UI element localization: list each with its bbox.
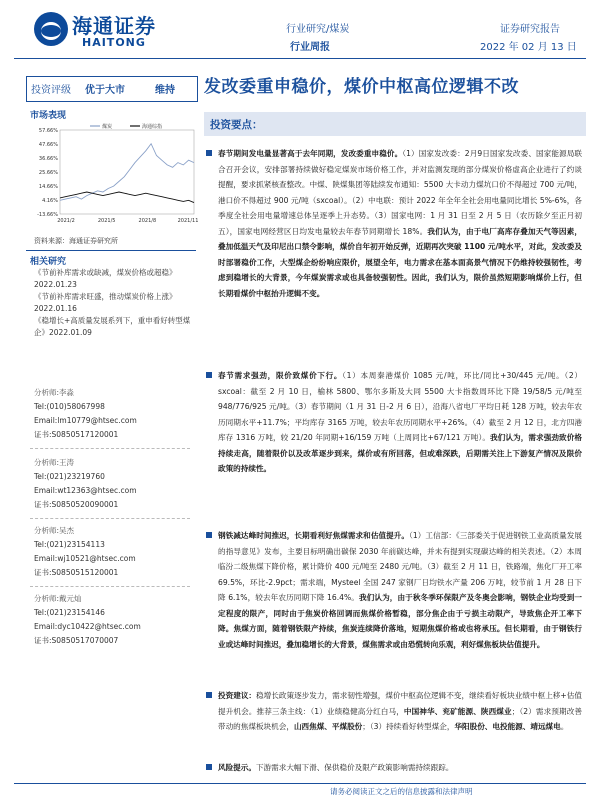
footer-disclaimer: 请务必阅读正文之后的信息披露和法律声明: [330, 787, 473, 796]
analyst-divider: [30, 448, 190, 449]
y-tick-label: 57.66%: [38, 128, 58, 134]
key-point-2-conclusion: 我们认为，需求强劲致价格持续走高，随着限价以及改革逐步到来，煤价或有所回落，但或难深跌，后期需关注上下游复产情况及限价政策的持续性。: [218, 433, 583, 473]
key-point-2-body: （1）本周秦港煤价 1085 元/吨，环比/同比+30/445 元/吨。（2）sxcoal：截至 2 月 10 日，榆林 5800、鄂尔多斯及大同 5500 大卡指数周环比下降 19/58/5 元/吨至 948/776/925 元/吨。（3）春节期间（1 月 31 日-2 月 6 日），沿海八省电厂平均日耗 128 万吨，较去年农历同期水平+11.7%；平均库存 3165 万吨，较去年农历同期水平+26%。（4）截至 2 月 12 日，北方四港库存 1316 万吨，较 21/20 年同期+16/159 万吨（上周同比+67/121 万吨）。: [218, 371, 582, 442]
key-point-3-lead: 钢铁减达峰时间推迟，长期看利好焦煤需求和估值提升。: [218, 531, 410, 540]
risk-label: 风险提示。: [218, 763, 256, 772]
related-item[interactable]: 《节前补库需求或缺减，煤炭价格或超稳》2022.01.23: [34, 268, 177, 289]
footer-divider: [14, 783, 586, 784]
y-tick-label: 4.16%: [42, 198, 58, 204]
related-item[interactable]: 《节前补库需求旺盛，推动煤炭价格上涨》2022.01.16: [34, 292, 177, 313]
report-header: [0, 0, 600, 62]
report-date: 2022 年 02 月 13 日: [480, 42, 577, 53]
analyst-cert: 证书:S0850517120001: [34, 430, 119, 439]
y-tick-label: 36.66%: [38, 156, 58, 162]
analyst-tel: Tel:(010)58067998: [34, 402, 105, 411]
key-point-4-picks-3: 华阳股份、电投能源、靖远煤电: [454, 722, 561, 731]
rating-value: 优于大市: [85, 85, 125, 96]
key-point-1: [206, 146, 582, 301]
x-tick-label: 2021/2: [57, 218, 75, 224]
key-point-2: [206, 368, 582, 477]
logo-en: HAITONG: [82, 36, 146, 49]
bullet-icon: [206, 150, 212, 156]
analyst-block: [34, 386, 137, 442]
bullet-icon: [206, 764, 212, 770]
y-tick-label: -13.66%: [37, 212, 58, 218]
y-tick-label: 25.66%: [38, 170, 58, 176]
analyst-email[interactable]: Email:wt12363@htsec.com: [34, 486, 137, 495]
key-point-4-lead: 投资建议：: [218, 691, 257, 700]
legend-label: 煤炭: [102, 124, 113, 130]
bullet-icon: [206, 372, 212, 378]
analyst-divider: [30, 518, 190, 519]
analyst-block: [34, 592, 141, 648]
bullet-icon: [206, 692, 212, 698]
logo-mark-icon: [34, 12, 68, 46]
legend-label: 海通综指: [142, 124, 163, 130]
company-logo: [34, 10, 156, 54]
related-item[interactable]: 《稳增长+高质量发展系列下，重申看好转型煤企》2022.01.09: [34, 316, 191, 337]
key-points-label: 投资要点：: [210, 119, 263, 131]
analyst-block: [34, 456, 137, 512]
key-point-4-body-4: 。: [560, 722, 569, 731]
series-line-1: [60, 192, 194, 203]
chart-source: 资料来源：海通证券研究所: [34, 237, 118, 245]
analyst-email[interactable]: Email:lm10779@htsec.com: [34, 416, 137, 425]
x-tick-label: 2021/8: [138, 218, 157, 224]
y-tick-label: 14.66%: [38, 184, 58, 190]
report-category: 行业研究/煤炭: [286, 24, 350, 35]
market-chart: [30, 122, 198, 230]
analyst-tel: Tel:(021)23154113: [34, 540, 105, 549]
rating-box: [26, 76, 198, 102]
analyst-cert: 证书:S0850520090001: [34, 500, 119, 509]
key-point-3-body: （1）工信部：《三部委关于促进钢铁工业高质量发展的指导意见》发布，主要目标明确出碳保 2030 年前碳达峰，并未有提到实现碳达峰的相关表述。（2）本周临汾二级焦煤下降价格，累计降价 400 元/吨至 2480 元/吨。（3）截至 2 月 11 日，铁路端，焦化厂开工率 69.5%，环比-2.9pct；需求端，Mysteel 全国 247 家钢厂日均铁水产量 206 万吨，较节前 1 月 28 日下降 6.1%，较去年农历同期下降 16.4%。: [218, 531, 583, 602]
rating-title: 投资评级: [31, 85, 71, 96]
x-tick-label: 2021/5: [97, 218, 116, 224]
sidebar-divider: [26, 250, 196, 251]
analyst-block: [34, 524, 136, 580]
key-point-4-picks-2: 山西焦煤、平煤股份: [293, 722, 363, 731]
rating-action: 维持: [155, 85, 175, 96]
key-point-3: [206, 528, 582, 652]
analyst-email[interactable]: Email:wj10521@htsec.com: [34, 554, 136, 563]
key-point-5: [206, 760, 582, 776]
header-divider: [14, 58, 586, 59]
key-points-header: [204, 112, 586, 136]
key-point-3-conclusion: 我们认为，由于秋冬季环保限产及冬奥会影响，钢铁企业均受到一定程度的限产，同时由于焦炭价格回调而焦煤价格暂稳，部分焦企由于亏损主动限产，导致焦企开工率下降。焦煤方面，随着钢铁限产持续，焦炭连续降价落地，短期焦煤价格或也将承压。但长期看，由于钢铁行业或达峰时间推迟，叠加稳增长的大背景，煤焦需求或由恐慌转向乐观，利好煤焦板块估值提升。: [218, 593, 583, 649]
risk-text: 下游需求大幅下滑、保供稳价及限产政策影响需持续跟踪。: [255, 763, 454, 772]
report-type: 行业周报: [290, 42, 330, 53]
series-line-0: [60, 144, 194, 201]
analyst-name: 分析师:吴杰: [34, 526, 75, 535]
analyst-tel: Tel:(021)23154146: [34, 608, 105, 617]
key-point-1-lead: 春节期间发电量显著高于去年同期，发改委重申稳价。: [218, 149, 403, 158]
key-point-1-conclusion: 我们认为，由于电厂高库存叠加天气等因素，叠加低温天气及印尼出口禁令影响，煤价自年初开始反弹，近期再次突破 1100 元/吨水平，对此，发改委及时部署稳价工作，大型煤企纷纷响应限价，展望全年，电力需求在基本面高景气情况下仍维持较强韧性，考虑到稳增长的大背景，今年煤炭需求或也具备较强韧性。因此，我们认为，限价虽然短期影响煤价上行，但长期看煤价中枢抬升逻辑不变。: [218, 226, 583, 298]
key-point-1-body: （1）国家发改委：2月9日国家发改委、国家能源局联合召开会议，安排部署持续做好稳定煤炭市场价格工作，并对监测发现的部分煤炭价格虚高企业进行了约谈提醒，要求抓紧核查整改。中煤、陕煤集团等陆续发布通知：5500 大卡动力煤坑口价不得超过 700 元/吨，港口价不得超过 900 元/吨（sxcoal）。（2）中电联：预计 2022 年全年全社会用电量同比增长 5%-6%，各季度全社会用电量增速总体呈逐季上升态势。（3）国家电网：1 月 31 日至 2 月 5 日（农历除夕至正月初五），国家电网经营区日均发电量较去年春节同期增长 18%。: [218, 149, 582, 236]
analyst-cert: 证书:S0850517070007: [34, 636, 119, 645]
key-point-4-picks-1: 中国神华、兖矿能源、陕西煤业: [403, 706, 512, 716]
bullet-icon: [206, 532, 212, 538]
x-tick-label: 2021/11: [177, 218, 198, 224]
analyst-cert: 证书:S0850515120001: [34, 568, 119, 577]
analyst-name: 分析师:戴元灿: [34, 594, 82, 603]
chart-frame: [60, 130, 194, 214]
key-point-2-lead: 春节需求强劲，限价致煤价下行。: [218, 371, 343, 380]
logo-cn: 海通证券: [72, 14, 156, 38]
analyst-email[interactable]: Email:dyc10422@htsec.com: [34, 622, 141, 631]
analyst-tel: Tel:(021)23219760: [34, 472, 105, 481]
analyst-name: 分析师:李淼: [34, 388, 75, 397]
y-tick-label: 47.66%: [38, 142, 58, 148]
analyst-divider: [30, 586, 190, 587]
report-label: 证券研究报告: [500, 24, 560, 35]
related-list: [34, 267, 198, 339]
page-title: 发改委重申稳价，煤价中枢高位逻辑不改: [204, 77, 519, 97]
analyst-name: 分析师:王涛: [34, 458, 75, 467]
key-point-4: [206, 688, 582, 735]
market-label: 市场表现: [30, 111, 67, 121]
key-point-4-body-3: ；（3）持续看好转型煤企，: [362, 722, 455, 731]
related-label: 相关研究: [30, 257, 67, 267]
key-point-4-body-2: ；（2）需求预期改善带动的焦煤板块机会，: [218, 706, 583, 731]
key-point-4-body: 稳增长政策逐步发力，需求韧性增强，煤价中枢高位逻辑不变，继续看好板块业绩中枢上移+估值提升机会。推荐三条主线：（1）业绩稳健高分红白马，: [218, 691, 582, 716]
